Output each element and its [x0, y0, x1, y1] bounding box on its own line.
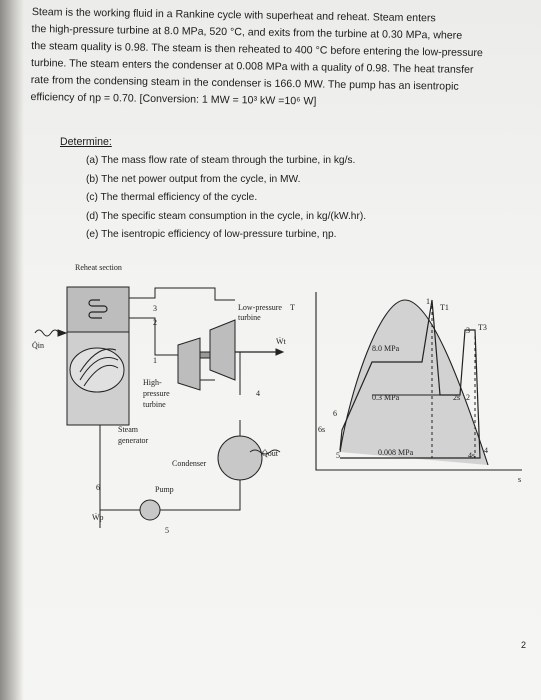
wp-label: Ẇp — [92, 513, 104, 522]
condenser-label: Condenser — [172, 459, 207, 468]
wt-label: Ẇt — [276, 337, 286, 346]
steam-generator-label-1: Steam — [118, 425, 138, 434]
lp-turbine-label-1: Low-pressure — [238, 303, 282, 312]
paragraph-line: rate from the condensing steam in the condenser is 166.0 MW. The pump has an isentropic — [30, 73, 459, 93]
ts-x-axis-label: s — [518, 475, 522, 484]
state-6: 6 — [96, 483, 100, 492]
question-item-b: (b) The net power output from the cycle, in MW. — [86, 173, 301, 185]
reheat-section-box — [67, 287, 129, 332]
pump-label: Pump — [155, 485, 174, 494]
question-item-e: (e) The isentropic efficiency of low-pressure turbine, ηp. — [86, 229, 337, 240]
temp-t1: T1 — [440, 303, 449, 312]
paragraph-line: the high-pressure turbine at 8.0 MPa, 520 °C, and exits from the turbine at 0.30 MPa, where — [31, 22, 463, 42]
state-3: 3 — [153, 304, 157, 313]
ts-point-4s: 4s — [468, 451, 476, 460]
hp-turbine-label-3: turbine — [143, 400, 166, 409]
paragraph-line: Steam is the working fluid in a Rankine cycle with superheat and reheat. Steam enters — [31, 5, 436, 25]
paragraph-line: the steam quality is 0.98. The steam is then reheated to 400 °C before entering the low-pressure — [31, 39, 483, 60]
ts-point-4: 4 — [484, 446, 488, 455]
ts-point-6: 6 — [333, 409, 337, 418]
hp-turbine-shape — [178, 338, 200, 390]
state-5: 5 — [165, 526, 169, 535]
steam-generator-label-2: generator — [118, 436, 149, 445]
question-item-a: (a) The mass flow rate of steam through the turbine, in kg/s. — [86, 155, 356, 166]
heat-in-wave — [35, 330, 59, 336]
saturation-dome — [340, 300, 488, 465]
ts-point-2s: 2s — [453, 393, 461, 402]
state-4: 4 — [256, 389, 260, 398]
page-number: 2 — [521, 640, 527, 650]
ts-point-1: 1 — [426, 297, 430, 306]
determine-heading: Determine: — [60, 136, 112, 148]
top-t-label: T — [290, 303, 295, 312]
paragraph-line: efficiency of ηp = 0.70. [Conversion: 1 MW = 10³ kW =10⁶ W] — [30, 90, 317, 108]
lp-turbine-label-2: turbine — [238, 313, 261, 322]
state-1: 1 — [153, 356, 157, 365]
ts-point-6s: 6s — [318, 425, 326, 434]
ts-point-3: 3 — [466, 326, 470, 335]
pressure-8mpa: 8.0 MPa — [372, 344, 400, 353]
state-2: 2 — [153, 318, 157, 327]
q-in-label: Q̇in — [32, 341, 44, 350]
pump-shape — [140, 500, 160, 520]
pressure-0008mpa: 0.008 MPa — [378, 448, 414, 457]
hp-turbine-label-1: High- — [143, 378, 162, 387]
lp-turbine-shape — [210, 320, 235, 380]
temp-t3: T3 — [478, 323, 487, 332]
condenser-shape — [218, 436, 262, 480]
reheat-section-label: Reheat section — [75, 263, 122, 272]
paragraph-line: turbine. The steam enters the condenser at 0.008 MPa with a quality of 0.98. The heat transfer — [30, 56, 474, 76]
hp-turbine-label-2: pressure — [143, 389, 170, 398]
qout-label: Q̇out — [262, 449, 278, 458]
question-item-c: (c) The thermal efficiency of the cycle. — [86, 192, 258, 203]
pressure-03mpa: 0.3 MPa — [372, 393, 400, 402]
ts-point-5: 5 — [336, 451, 340, 460]
ts-point-2: 2 — [466, 393, 470, 402]
question-item-d: (d) The specific steam consumption in the cycle, in kg/(kW.hr). — [86, 210, 367, 222]
